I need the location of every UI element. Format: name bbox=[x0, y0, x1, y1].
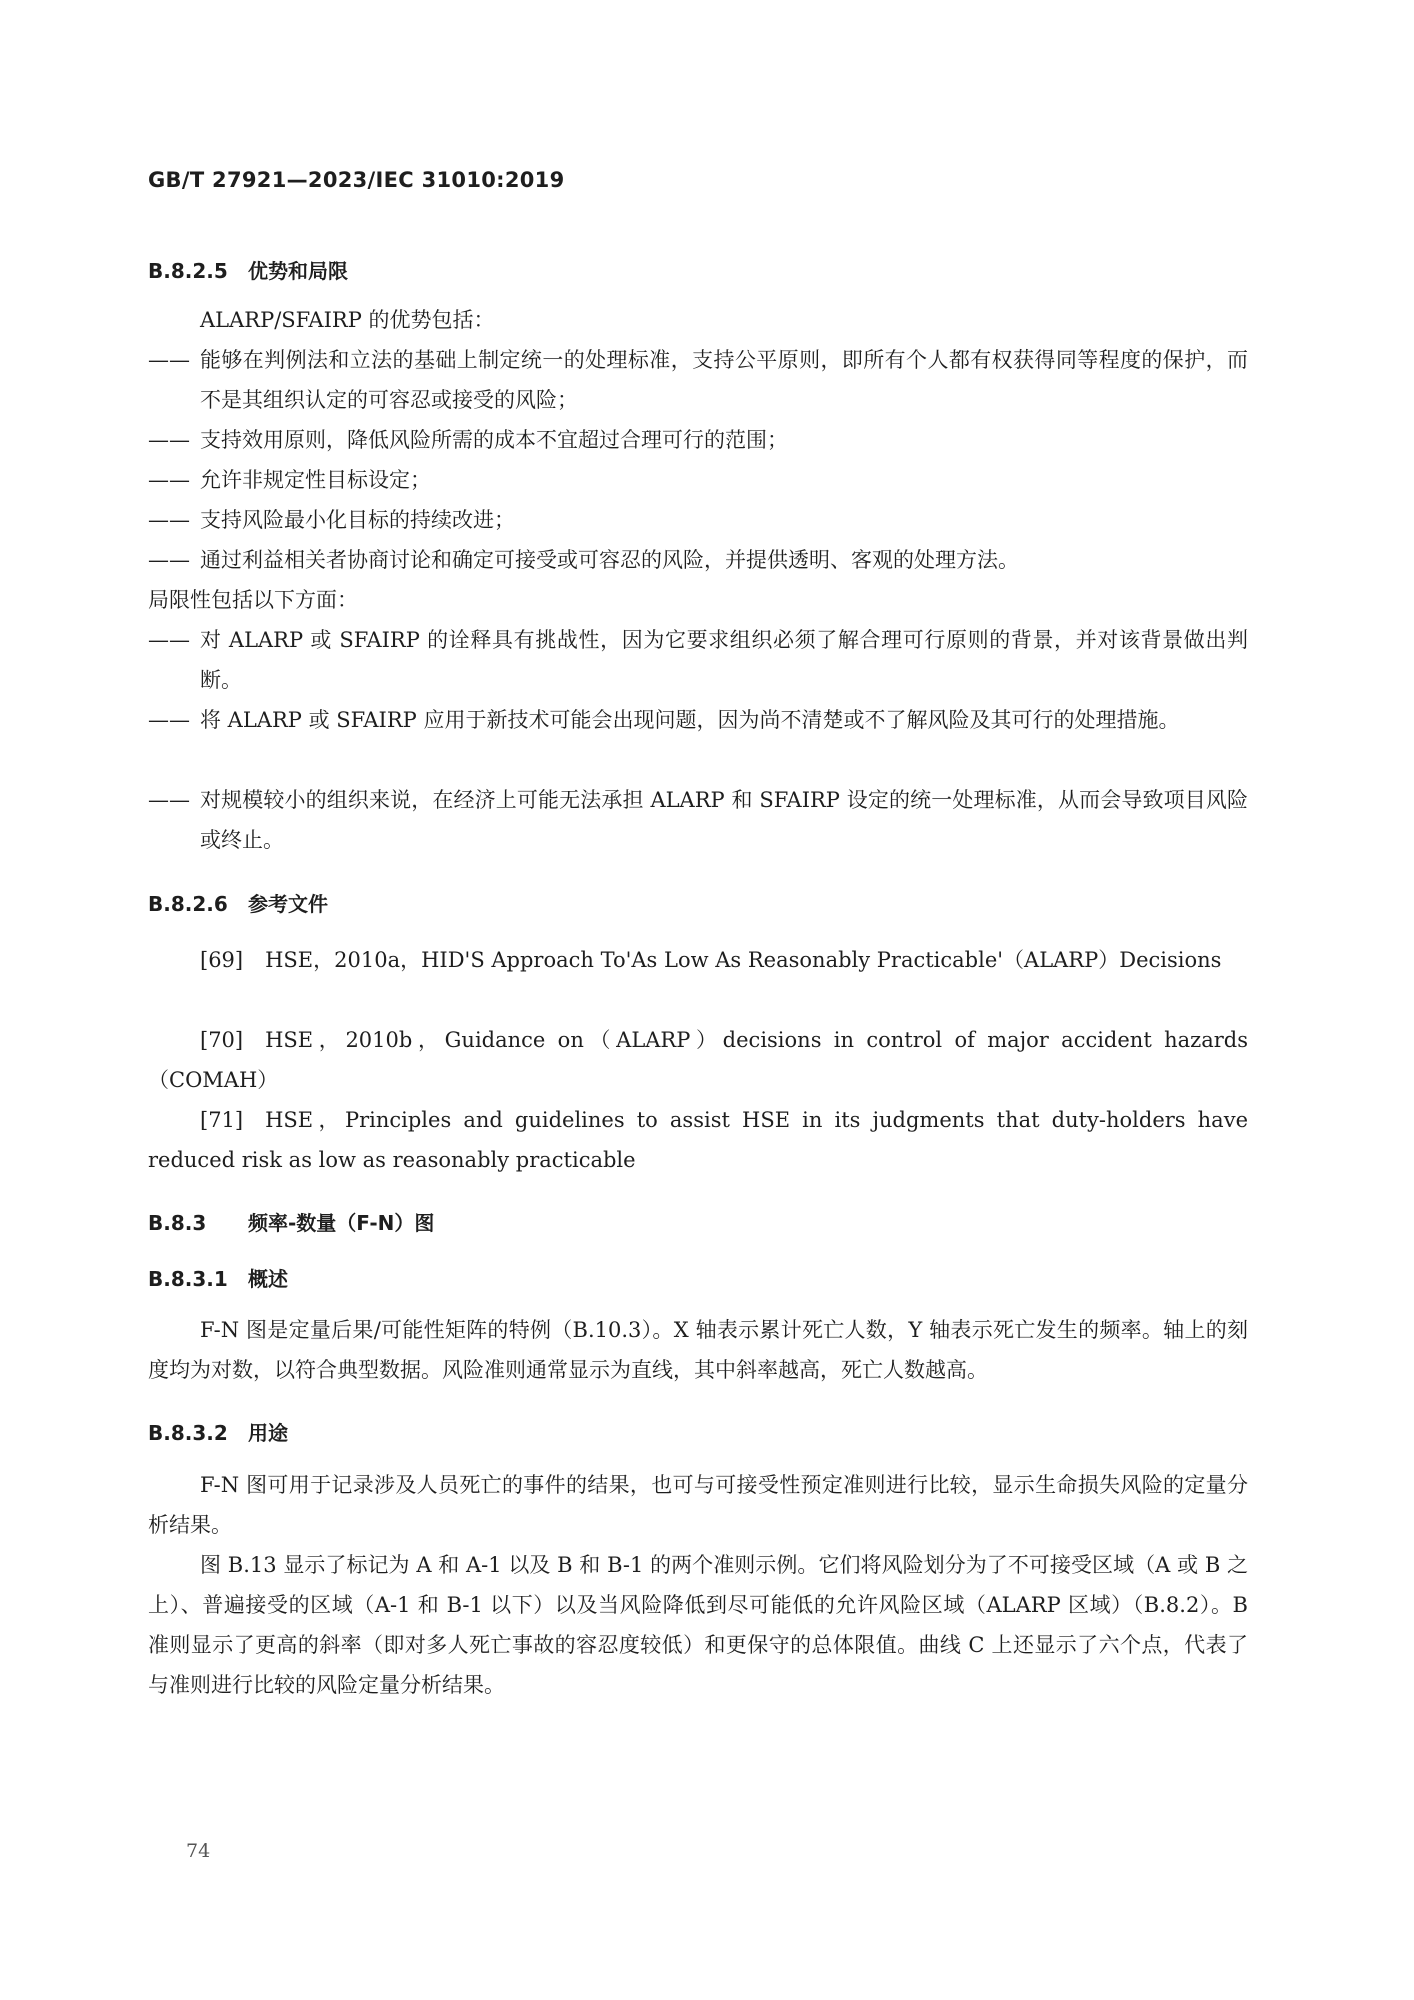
reference-entry bbox=[148, 1020, 1248, 1100]
section-title: 频率-数量（F-N）图 bbox=[248, 1211, 435, 1235]
limitation-item bbox=[148, 700, 1248, 740]
section-number: B.8.3.1 bbox=[148, 1267, 228, 1291]
section-number: B.8.2.6 bbox=[148, 892, 228, 916]
section-title: 参考文件 bbox=[248, 892, 328, 916]
overview-paragraph: F-N 图是定量后果/可能性矩阵的特例（B.10.3）。X 轴表示累计死亡人数，Y 轴表示死亡发生的频率。轴上的刻度均为对数，以符合典型数据。风险准则通常显示为直线，其中斜率越高，死亡人数越高。 bbox=[148, 1318, 1248, 1382]
reference-entry bbox=[148, 940, 1248, 980]
section-number: B.8.3 bbox=[148, 1211, 207, 1235]
limitation-item bbox=[148, 780, 1248, 860]
strength-item bbox=[148, 420, 1248, 460]
reference-number: [71] bbox=[200, 1108, 244, 1132]
dash-marker: —— bbox=[148, 348, 190, 372]
dash-marker: —— bbox=[148, 788, 190, 812]
item-text: 将 ALARP 或 SFAIRP 应用于新技术可能会出现问题，因为尚不清楚或不了解风险及其可行的处理措施。 bbox=[200, 708, 1180, 732]
strength-item bbox=[148, 340, 1248, 420]
section-number: B.8.2.5 bbox=[148, 259, 228, 283]
reference-text: HSE，Principles and guidelines to assist HSE in its judgments that duty-holders have reduced risk as low as reasonably practicable bbox=[148, 1108, 1248, 1172]
reference-text: HSE，2010b，Guidance on（ALARP）decisions in control of major accident hazards（COMAH） bbox=[148, 1028, 1248, 1092]
strength-item bbox=[148, 460, 1248, 500]
strength-item bbox=[148, 540, 1248, 580]
usage-paragraph: F-N 图可用于记录涉及人员死亡的事件的结果，也可与可接受性预定准则进行比较，显示生命损失风险的定量分析结果。 bbox=[148, 1473, 1248, 1537]
section-title: 用途 bbox=[248, 1421, 288, 1445]
heading-b826 bbox=[148, 888, 328, 917]
heading-b831 bbox=[148, 1263, 288, 1292]
item-text: 能够在判例法和立法的基础上制定统一的处理标准，支持公平原则，即所有个人都有权获得同等程度的保护，而不是其组织认定的可容忍或接受的风险； bbox=[200, 348, 1248, 412]
limitations-intro: 局限性包括以下方面： bbox=[148, 588, 358, 612]
item-text: 对 ALARP 或 SFAIRP 的诠释具有挑战性，因为它要求组织必须了解合理可行原则的背景，并对该背景做出判断。 bbox=[200, 628, 1248, 692]
dash-marker: —— bbox=[148, 428, 190, 452]
item-text: 支持风险最小化目标的持续改进； bbox=[200, 508, 515, 532]
reference-number: [70] bbox=[200, 1028, 244, 1052]
heading-b83 bbox=[148, 1207, 434, 1236]
limitation-item bbox=[148, 620, 1248, 700]
item-text: 支持效用原则，降低风险所需的成本不宜超过合理可行的范围； bbox=[200, 428, 788, 452]
reference-entry bbox=[148, 1100, 1248, 1180]
strengths-intro: ALARP/SFAIRP 的优势包括： bbox=[200, 308, 495, 332]
dash-marker: —— bbox=[148, 468, 190, 492]
reference-text: HSE，2010a，HID'S Approach To'As Low As Reasonably Practicable'（ALARP）Decisions bbox=[265, 948, 1222, 972]
standard-number-header: GB/T 27921—2023/IEC 31010:2019 bbox=[148, 168, 565, 192]
item-text: 允许非规定性目标设定； bbox=[200, 468, 431, 492]
item-text: 通过利益相关者协商讨论和确定可接受或可容忍的风险，并提供透明、客观的处理方法。 bbox=[200, 548, 1019, 572]
strength-item bbox=[148, 500, 1248, 540]
section-title: 概述 bbox=[248, 1267, 288, 1291]
dash-marker: —— bbox=[148, 508, 190, 532]
page-number: 74 bbox=[186, 1840, 211, 1862]
section-title: 优势和局限 bbox=[248, 259, 348, 283]
heading-b825 bbox=[148, 255, 348, 284]
dash-marker: —— bbox=[148, 708, 190, 732]
item-text: 对规模较小的组织来说，在经济上可能无法承担 ALARP 和 SFAIRP 设定的统一处理标准，从而会导致项目风险或终止。 bbox=[200, 788, 1248, 852]
heading-b832 bbox=[148, 1417, 288, 1446]
section-number: B.8.3.2 bbox=[148, 1421, 228, 1445]
dash-marker: —— bbox=[148, 628, 190, 652]
dash-marker: —— bbox=[148, 548, 190, 572]
reference-number: [69] bbox=[200, 948, 244, 972]
figure-description-paragraph: 图 B.13 显示了标记为 A 和 A-1 以及 B 和 B-1 的两个准则示例。它们将风险划分为了不可接受区域（A 或 B 之上）、普遍接受的区域（A-1 和 B-1 以下）以及当风险降低到尽可能低的允许风险区域（ALARP 区域）（B.8.2）。B 准则显示了更高的斜率（即对多人死亡事故的容忍度较低）和更保守的总体限值。曲线 C 上还显示了六个点，代表了与准则进行比较的风险定量分析结果。 bbox=[148, 1553, 1248, 1697]
